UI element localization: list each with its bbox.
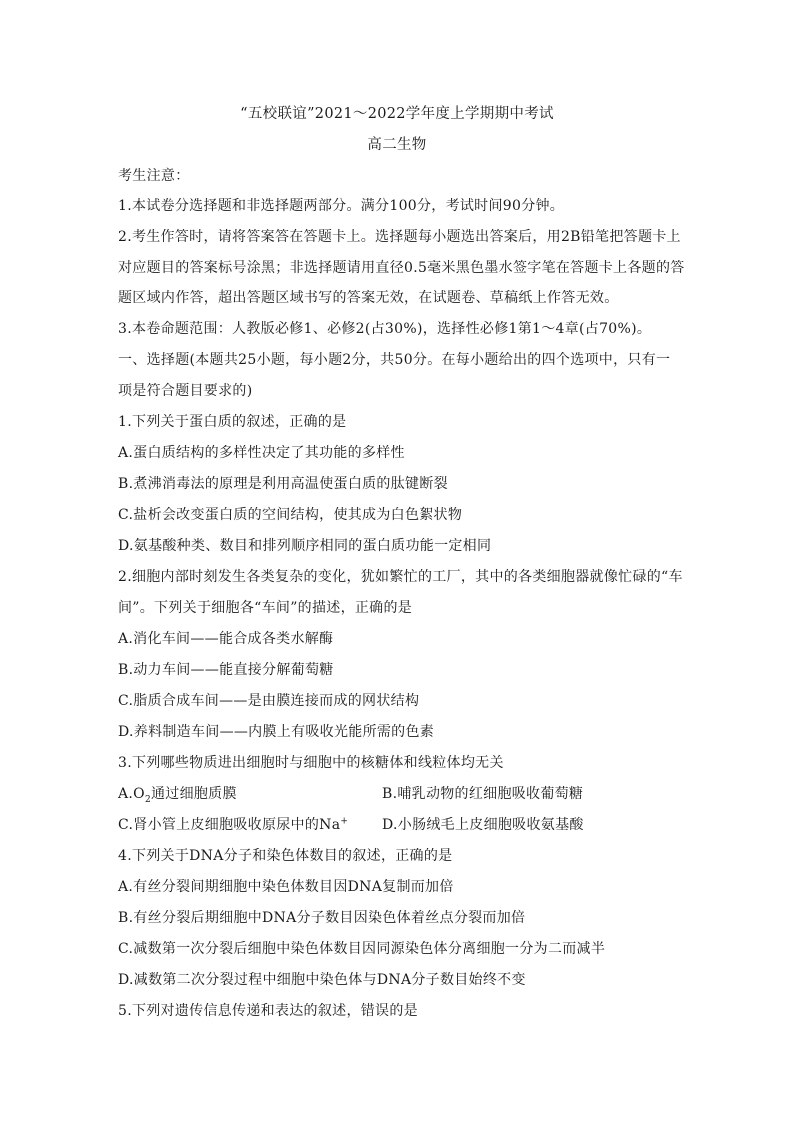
q1-stem: 1.下列关于蛋白质的叙述，正确的是 bbox=[118, 414, 347, 430]
q3-option-c bbox=[118, 815, 348, 835]
q4-option-b: B.有丝分裂后期细胞中DNA分子数目因染色体着丝点分裂而加倍 bbox=[118, 910, 526, 926]
q3-option-a bbox=[118, 784, 237, 804]
section-heading-line-1: 一、选择题(本题共25小题，每小题2分，共50分。在每小题给出的四个选项中，只有一 bbox=[118, 352, 671, 368]
notice-heading: 考生注意： bbox=[118, 168, 190, 184]
q3-option-b: B.哺乳动物的红细胞吸收葡萄糖 bbox=[382, 786, 584, 802]
subject-title: 高二生物 bbox=[367, 137, 427, 153]
q2-option-c: C.脂质合成车间——是由膜连接而成的网状结构 bbox=[118, 693, 420, 709]
q1-option-a: A.蛋白质结构的多样性决定了其功能的多样性 bbox=[118, 445, 405, 461]
section-heading-line-2: 项是符合题目要求的) bbox=[118, 383, 253, 399]
q1-option-b: B.煮沸消毒法的原理是利用高温使蛋白质的肽键断裂 bbox=[118, 476, 448, 492]
notice-item-3: 3.本卷命题范围：人教版必修1、必修2(占30%)，选择性必修1第1～4章(占70%)。 bbox=[118, 321, 652, 337]
q4-option-c: C.减数第一次分裂后细胞中染色体数目因同源染色体分离细胞一分为二而减半 bbox=[118, 941, 606, 957]
q3-option-a-suffix: 通过细胞质膜 bbox=[150, 786, 237, 802]
q3-option-c-superscript: + bbox=[340, 816, 349, 827]
notice-item-2-line-1: 2.考生作答时，请将答案答在答题卡上。选择题每小题选出答案后，用2B铅笔把答题卡上 bbox=[118, 229, 681, 245]
q3-option-a-subscript: 2 bbox=[144, 794, 151, 805]
q3-option-c-prefix: C.肾小管上皮细胞吸收原尿中的Na bbox=[118, 817, 341, 833]
notice-item-2-line-3: 题区域内作答，超出答题区域书写的答案无效，在试题卷、草稿纸上作答无效。 bbox=[118, 290, 619, 306]
q5-stem: 5.下列对遗传信息传递和表达的叙述，错误的是 bbox=[118, 1003, 418, 1019]
q2-option-a: A.消化车间——能合成各类水解酶 bbox=[118, 631, 334, 647]
exam-title: “五校联谊”2021～2022学年度上学期期中考试 bbox=[240, 106, 554, 122]
q3-option-d: D.小肠绒毛上皮细胞吸收氨基酸 bbox=[382, 817, 584, 833]
q3-option-a-prefix: A.O bbox=[118, 786, 145, 802]
q2-stem-line-1: 2.细胞内部时刻发生各类复杂的变化，犹如繁忙的工厂，其中的各类细胞器就像忙碌的“车 bbox=[118, 569, 683, 585]
q1-option-d: D.氨基酸种类、数目和排列顺序相同的蛋白质功能一定相同 bbox=[118, 538, 492, 554]
notice-item-1: 1.本试卷分选择题和非选择题两部分。满分100分，考试时间90分钟。 bbox=[118, 198, 565, 214]
notice-item-2-line-2: 对应题目的答案标号涂黑；非选择题请用直径0.5毫米黑色墨水签字笔在答题卡上各题的答 bbox=[118, 260, 685, 276]
q2-stem-line-2: 间”。下列关于细胞各“车间”的描述，正确的是 bbox=[118, 600, 413, 616]
q4-option-d: D.减数第二次分裂过程中细胞中染色体与DNA分子数目始终不变 bbox=[118, 972, 526, 988]
q4-stem: 4.下列关于DNA分子和染色体数目的叙述，正确的是 bbox=[118, 848, 453, 864]
q3-stem: 3.下列哪些物质进出细胞时与细胞中的核糖体和线粒体均无关 bbox=[118, 755, 504, 771]
q1-option-c: C.盐析会改变蛋白质的空间结构，使其成为白色絮状物 bbox=[118, 507, 463, 523]
q4-option-a: A.有丝分裂间期细胞中染色体数目因DNA复制而加倍 bbox=[118, 879, 454, 895]
q2-option-b: B.动力车间——能直接分解葡萄糖 bbox=[118, 662, 334, 678]
q2-option-d: D.养料制造车间——内膜上有吸收光能所需的色素 bbox=[118, 724, 435, 740]
